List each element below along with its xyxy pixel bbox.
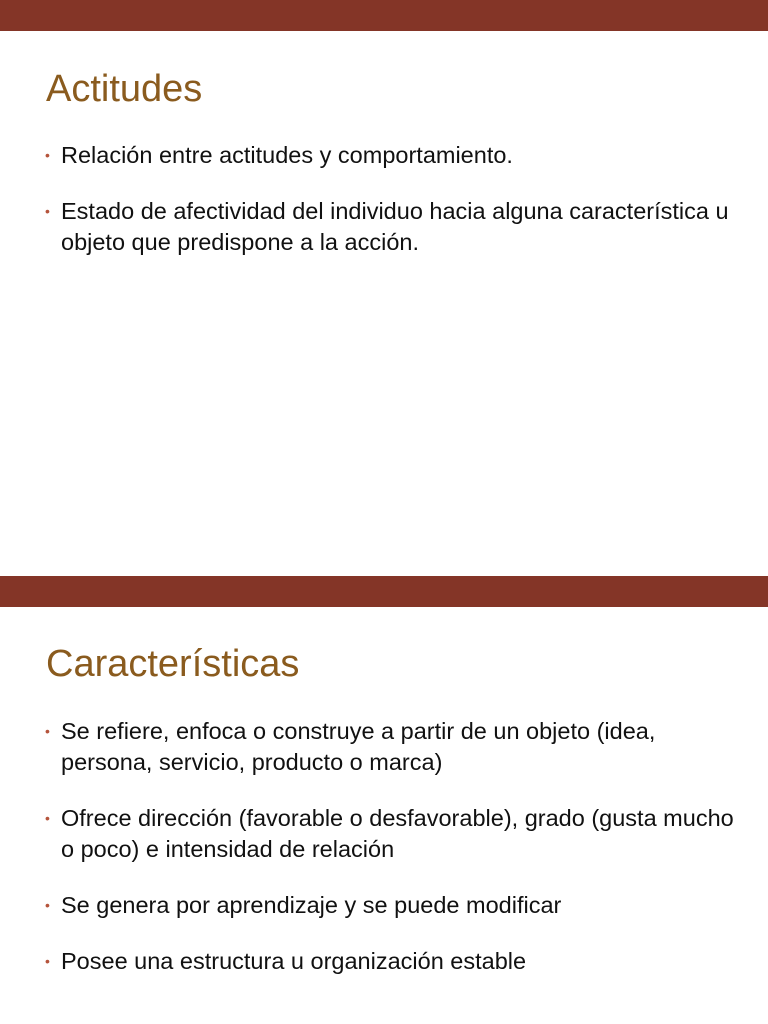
bullet-list [44, 716, 734, 1002]
bullet-text: Estado de afectividad del individuo hacia alguna característica u objeto que predispone a la acción. [61, 198, 729, 255]
slide-header-bar [0, 576, 768, 607]
slide-title: Características [46, 643, 300, 685]
slide-caracteristicas [0, 576, 768, 1024]
bullet-icon: • [45, 203, 50, 219]
bullet-item [44, 946, 734, 977]
bullet-item [44, 716, 734, 778]
bullet-item [44, 196, 734, 258]
bullet-text: Ofrece dirección (favorable o desfavorable), grado (gusta mucho o poco) e intensidad de relación [61, 805, 734, 862]
bullet-icon: • [45, 723, 50, 739]
bullet-icon: • [45, 897, 50, 913]
bullet-text: Posee una estructura u organización estable [61, 948, 527, 974]
bullet-item [44, 890, 734, 921]
slide-header-bar [0, 0, 768, 31]
bullet-item [44, 140, 734, 171]
bullet-icon: • [45, 810, 50, 826]
bullet-text: Se genera por aprendizaje y se puede modificar [61, 892, 562, 918]
bullet-icon: • [45, 147, 50, 163]
bullet-item [44, 803, 734, 865]
bullet-list [44, 140, 734, 283]
bullet-text: Se refiere, enfoca o construye a partir de un objeto (idea, persona, servicio, producto o marca) [61, 718, 656, 775]
slide-title: Actitudes [46, 68, 203, 110]
bullet-icon: • [45, 953, 50, 969]
bullet-text: Relación entre actitudes y comportamiento. [61, 142, 513, 168]
